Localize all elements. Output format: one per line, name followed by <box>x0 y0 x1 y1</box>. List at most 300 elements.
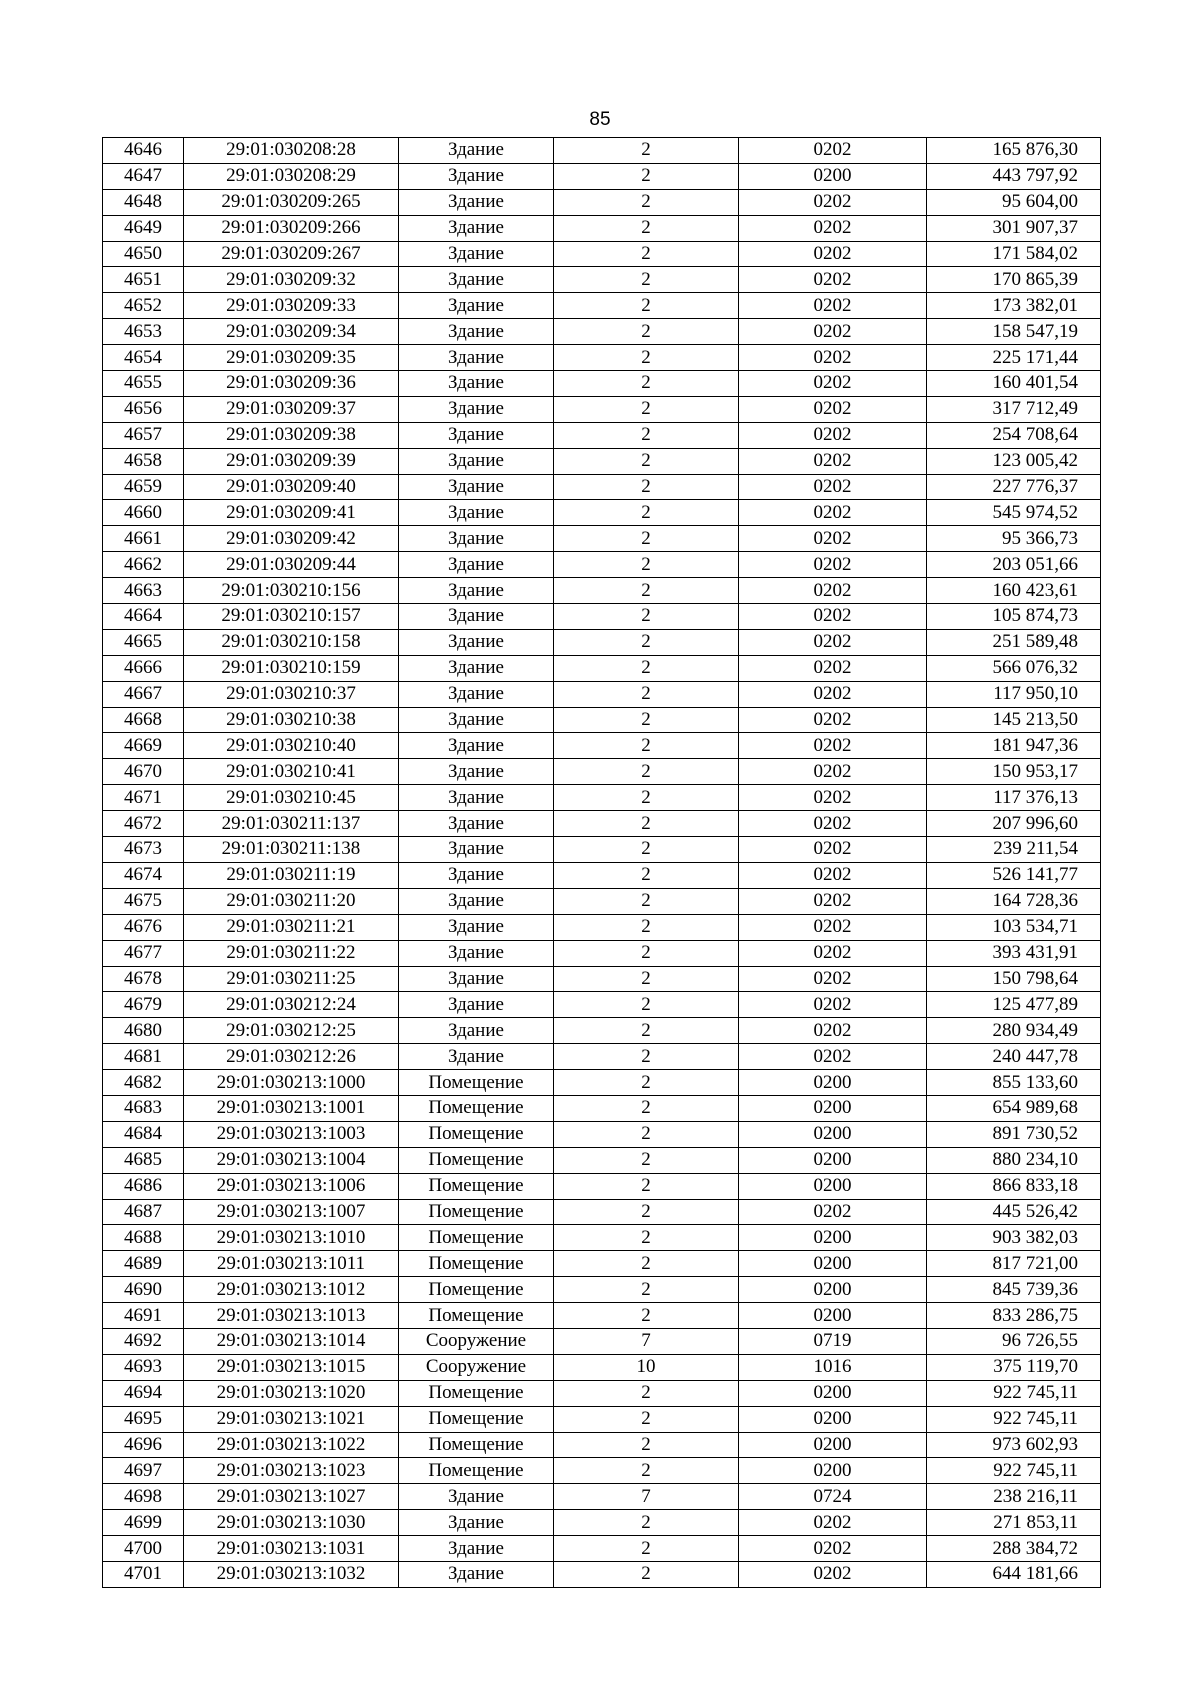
cadastral-value-cell: 445 526,42 <box>927 1199 1101 1225</box>
cadastral-value-cell: 145 213,50 <box>927 707 1101 733</box>
table-row <box>103 1458 1101 1484</box>
cadastral-number-cell: 29:01:030213:1006 <box>184 1173 399 1199</box>
cadastral-number-cell: 29:01:030209:37 <box>184 396 399 422</box>
cadastral-number-cell: 29:01:030212:25 <box>184 1018 399 1044</box>
cadastral-value-cell: 922 745,11 <box>927 1406 1101 1432</box>
group-cell: 2 <box>554 992 739 1018</box>
row-number-cell: 4676 <box>103 914 184 940</box>
object-type-cell: Здание <box>399 1510 554 1536</box>
cadastral-value-cell: 545 974,52 <box>927 500 1101 526</box>
table-row <box>103 888 1101 914</box>
group-cell: 2 <box>554 862 739 888</box>
group-cell: 2 <box>554 785 739 811</box>
row-number-cell: 4692 <box>103 1328 184 1354</box>
group-cell: 2 <box>554 215 739 241</box>
cadastral-value-cell: 105 874,73 <box>927 604 1101 630</box>
object-type-cell: Здание <box>399 1561 554 1587</box>
cadastral-value-cell: 288 384,72 <box>927 1536 1101 1562</box>
subgroup-code-cell: 0200 <box>739 1095 927 1121</box>
group-cell: 2 <box>554 422 739 448</box>
group-cell: 7 <box>554 1484 739 1510</box>
object-type-cell: Помещение <box>399 1225 554 1251</box>
subgroup-code-cell: 0202 <box>739 396 927 422</box>
row-number-cell: 4653 <box>103 319 184 345</box>
subgroup-code-cell: 0200 <box>739 1173 927 1199</box>
cadastral-number-cell: 29:01:030209:33 <box>184 293 399 319</box>
table-row <box>103 992 1101 1018</box>
cadastral-value-cell: 817 721,00 <box>927 1251 1101 1277</box>
cadastral-number-cell: 29:01:030209:32 <box>184 267 399 293</box>
cadastral-value-cell: 227 776,37 <box>927 474 1101 500</box>
row-number-cell: 4685 <box>103 1147 184 1173</box>
cadastral-number-cell: 29:01:030211:21 <box>184 914 399 940</box>
table-row <box>103 811 1101 837</box>
cadastral-number-cell: 29:01:030211:25 <box>184 966 399 992</box>
row-number-cell: 4664 <box>103 604 184 630</box>
cadastral-value-cell: 903 382,03 <box>927 1225 1101 1251</box>
subgroup-code-cell: 0724 <box>739 1484 927 1510</box>
cadastral-value-cell: 173 382,01 <box>927 293 1101 319</box>
object-type-cell: Здание <box>399 1044 554 1070</box>
object-type-cell: Здание <box>399 396 554 422</box>
row-number-cell: 4675 <box>103 888 184 914</box>
table-row <box>103 552 1101 578</box>
table-row <box>103 707 1101 733</box>
subgroup-code-cell: 0202 <box>739 862 927 888</box>
subgroup-code-cell: 0202 <box>739 241 927 267</box>
cadastral-number-cell: 29:01:030209:38 <box>184 422 399 448</box>
row-number-cell: 4651 <box>103 267 184 293</box>
table-row <box>103 474 1101 500</box>
cadastral-value-cell: 891 730,52 <box>927 1121 1101 1147</box>
row-number-cell: 4671 <box>103 785 184 811</box>
group-cell: 2 <box>554 759 739 785</box>
group-cell: 2 <box>554 1070 739 1096</box>
cadastral-value-cell: 922 745,11 <box>927 1380 1101 1406</box>
cadastral-value-cell: 317 712,49 <box>927 396 1101 422</box>
cadastral-number-cell: 29:01:030213:1013 <box>184 1303 399 1329</box>
cadastral-number-cell: 29:01:030211:19 <box>184 862 399 888</box>
subgroup-code-cell: 0202 <box>739 138 927 164</box>
group-cell: 2 <box>554 1277 739 1303</box>
cadastral-value-cell: 271 853,11 <box>927 1510 1101 1536</box>
cadastral-number-cell: 29:01:030212:24 <box>184 992 399 1018</box>
table-row <box>103 138 1101 164</box>
object-type-cell: Помещение <box>399 1406 554 1432</box>
group-cell: 2 <box>554 1173 739 1199</box>
subgroup-code-cell: 0202 <box>739 655 927 681</box>
cadastral-value-cell: 165 876,30 <box>927 138 1101 164</box>
row-number-cell: 4649 <box>103 215 184 241</box>
subgroup-code-cell: 0200 <box>739 1406 927 1432</box>
cadastral-number-cell: 29:01:030212:26 <box>184 1044 399 1070</box>
cadastral-value-cell: 654 989,68 <box>927 1095 1101 1121</box>
object-type-cell: Здание <box>399 448 554 474</box>
subgroup-code-cell: 0202 <box>739 1199 927 1225</box>
row-number-cell: 4696 <box>103 1432 184 1458</box>
table-row <box>103 526 1101 552</box>
subgroup-code-cell: 0200 <box>739 163 927 189</box>
table-row <box>103 500 1101 526</box>
object-type-cell: Здание <box>399 992 554 1018</box>
cadastral-value-cell: 375 119,70 <box>927 1354 1101 1380</box>
group-cell: 2 <box>554 526 739 552</box>
cadastral-value-cell: 95 604,00 <box>927 189 1101 215</box>
group-cell: 2 <box>554 448 739 474</box>
cadastral-number-cell: 29:01:030209:44 <box>184 552 399 578</box>
subgroup-code-cell: 0202 <box>739 1536 927 1562</box>
subgroup-code-cell: 0200 <box>739 1458 927 1484</box>
table-row <box>103 1121 1101 1147</box>
row-number-cell: 4688 <box>103 1225 184 1251</box>
object-type-cell: Помещение <box>399 1251 554 1277</box>
cadastral-value-cell: 240 447,78 <box>927 1044 1101 1070</box>
table-row <box>103 163 1101 189</box>
table-row <box>103 215 1101 241</box>
cadastral-number-cell: 29:01:030209:41 <box>184 500 399 526</box>
group-cell: 2 <box>554 811 739 837</box>
table-row <box>103 1328 1101 1354</box>
cadastral-number-cell: 29:01:030213:1023 <box>184 1458 399 1484</box>
cadastral-number-cell: 29:01:030213:1011 <box>184 1251 399 1277</box>
row-number-cell: 4677 <box>103 940 184 966</box>
object-type-cell: Здание <box>399 837 554 863</box>
table-row <box>103 396 1101 422</box>
row-number-cell: 4669 <box>103 733 184 759</box>
cadastral-value-cell: 123 005,42 <box>927 448 1101 474</box>
row-number-cell: 4654 <box>103 345 184 371</box>
group-cell: 2 <box>554 733 739 759</box>
cadastral-value-cell: 160 423,61 <box>927 578 1101 604</box>
object-type-cell: Здание <box>399 552 554 578</box>
cadastral-value-cell: 251 589,48 <box>927 629 1101 655</box>
object-type-cell: Здание <box>399 319 554 345</box>
cadastral-value-cell: 644 181,66 <box>927 1561 1101 1587</box>
row-number-cell: 4683 <box>103 1095 184 1121</box>
cadastral-value-cell: 225 171,44 <box>927 345 1101 371</box>
subgroup-code-cell: 0202 <box>739 707 927 733</box>
cadastral-value-cell: 125 477,89 <box>927 992 1101 1018</box>
row-number-cell: 4698 <box>103 1484 184 1510</box>
row-number-cell: 4674 <box>103 862 184 888</box>
object-type-cell: Здание <box>399 914 554 940</box>
row-number-cell: 4690 <box>103 1277 184 1303</box>
subgroup-code-cell: 0202 <box>739 785 927 811</box>
cadastral-number-cell: 29:01:030210:159 <box>184 655 399 681</box>
group-cell: 2 <box>554 940 739 966</box>
object-type-cell: Помещение <box>399 1070 554 1096</box>
cadastral-value-cell: 526 141,77 <box>927 862 1101 888</box>
cadastral-value-cell: 95 366,73 <box>927 526 1101 552</box>
table-row <box>103 345 1101 371</box>
registry-table-body <box>103 138 1101 1588</box>
table-row <box>103 1406 1101 1432</box>
group-cell: 2 <box>554 1536 739 1562</box>
group-cell: 2 <box>554 1199 739 1225</box>
subgroup-code-cell: 0202 <box>739 422 927 448</box>
group-cell: 2 <box>554 241 739 267</box>
row-number-cell: 4658 <box>103 448 184 474</box>
cadastral-number-cell: 29:01:030209:35 <box>184 345 399 371</box>
subgroup-code-cell: 0202 <box>739 189 927 215</box>
cadastral-value-cell: 150 953,17 <box>927 759 1101 785</box>
subgroup-code-cell: 0202 <box>739 1044 927 1070</box>
row-number-cell: 4661 <box>103 526 184 552</box>
group-cell: 2 <box>554 1147 739 1173</box>
row-number-cell: 4682 <box>103 1070 184 1096</box>
subgroup-code-cell: 0202 <box>739 345 927 371</box>
object-type-cell: Здание <box>399 862 554 888</box>
cadastral-number-cell: 29:01:030210:37 <box>184 681 399 707</box>
cadastral-number-cell: 29:01:030213:1021 <box>184 1406 399 1432</box>
row-number-cell: 4678 <box>103 966 184 992</box>
object-type-cell: Помещение <box>399 1432 554 1458</box>
table-row <box>103 733 1101 759</box>
row-number-cell: 4668 <box>103 707 184 733</box>
cadastral-number-cell: 29:01:030213:1012 <box>184 1277 399 1303</box>
cadastral-value-cell: 301 907,37 <box>927 215 1101 241</box>
object-type-cell: Здание <box>399 733 554 759</box>
row-number-cell: 4667 <box>103 681 184 707</box>
row-number-cell: 4662 <box>103 552 184 578</box>
cadastral-number-cell: 29:01:030213:1027 <box>184 1484 399 1510</box>
cadastral-number-cell: 29:01:030210:40 <box>184 733 399 759</box>
page-number: 85 <box>589 109 611 130</box>
row-number-cell: 4673 <box>103 837 184 863</box>
row-number-cell: 4652 <box>103 293 184 319</box>
cadastral-number-cell: 29:01:030213:1004 <box>184 1147 399 1173</box>
subgroup-code-cell: 0200 <box>739 1277 927 1303</box>
cadastral-number-cell: 29:01:030210:41 <box>184 759 399 785</box>
table-row <box>103 1561 1101 1587</box>
cadastral-value-cell: 866 833,18 <box>927 1173 1101 1199</box>
table-row <box>103 785 1101 811</box>
group-cell: 2 <box>554 681 739 707</box>
subgroup-code-cell: 0202 <box>739 578 927 604</box>
object-type-cell: Помещение <box>399 1121 554 1147</box>
row-number-cell: 4701 <box>103 1561 184 1587</box>
subgroup-code-cell: 1016 <box>739 1354 927 1380</box>
subgroup-code-cell: 0202 <box>739 474 927 500</box>
registry-table <box>102 137 1101 1588</box>
group-cell: 2 <box>554 914 739 940</box>
group-cell: 2 <box>554 267 739 293</box>
object-type-cell: Здание <box>399 1018 554 1044</box>
object-type-cell: Здание <box>399 293 554 319</box>
table-row <box>103 655 1101 681</box>
group-cell: 2 <box>554 138 739 164</box>
group-cell: 2 <box>554 1225 739 1251</box>
table-row <box>103 1147 1101 1173</box>
row-number-cell: 4686 <box>103 1173 184 1199</box>
group-cell: 2 <box>554 1303 739 1329</box>
subgroup-code-cell: 0202 <box>739 604 927 630</box>
cadastral-number-cell: 29:01:030213:1020 <box>184 1380 399 1406</box>
cadastral-value-cell: 203 051,66 <box>927 552 1101 578</box>
table-row <box>103 862 1101 888</box>
table-row <box>103 759 1101 785</box>
group-cell: 2 <box>554 1018 739 1044</box>
subgroup-code-cell: 0200 <box>739 1225 927 1251</box>
cadastral-value-cell: 181 947,36 <box>927 733 1101 759</box>
cadastral-number-cell: 29:01:030213:1015 <box>184 1354 399 1380</box>
table-row <box>103 267 1101 293</box>
cadastral-number-cell: 29:01:030213:1003 <box>184 1121 399 1147</box>
group-cell: 2 <box>554 837 739 863</box>
cadastral-number-cell: 29:01:030209:265 <box>184 189 399 215</box>
object-type-cell: Помещение <box>399 1303 554 1329</box>
subgroup-code-cell: 0202 <box>739 552 927 578</box>
subgroup-code-cell: 0202 <box>739 293 927 319</box>
row-number-cell: 4656 <box>103 396 184 422</box>
cadastral-number-cell: 29:01:030213:1007 <box>184 1199 399 1225</box>
subgroup-code-cell: 0202 <box>739 966 927 992</box>
cadastral-value-cell: 160 401,54 <box>927 371 1101 397</box>
cadastral-number-cell: 29:01:030209:39 <box>184 448 399 474</box>
subgroup-code-cell: 0202 <box>739 629 927 655</box>
row-number-cell: 4670 <box>103 759 184 785</box>
group-cell: 2 <box>554 1121 739 1147</box>
table-row <box>103 371 1101 397</box>
subgroup-code-cell: 0200 <box>739 1380 927 1406</box>
row-number-cell: 4647 <box>103 163 184 189</box>
table-row <box>103 1095 1101 1121</box>
cadastral-number-cell: 29:01:030209:36 <box>184 371 399 397</box>
object-type-cell: Помещение <box>399 1277 554 1303</box>
group-cell: 2 <box>554 1044 739 1070</box>
subgroup-code-cell: 0202 <box>739 500 927 526</box>
group-cell: 2 <box>554 500 739 526</box>
object-type-cell: Здание <box>399 759 554 785</box>
cadastral-number-cell: 29:01:030213:1014 <box>184 1328 399 1354</box>
object-type-cell: Здание <box>399 707 554 733</box>
object-type-cell: Помещение <box>399 1380 554 1406</box>
cadastral-number-cell: 29:01:030210:45 <box>184 785 399 811</box>
cadastral-number-cell: 29:01:030211:22 <box>184 940 399 966</box>
object-type-cell: Здание <box>399 241 554 267</box>
object-type-cell: Здание <box>399 163 554 189</box>
cadastral-value-cell: 922 745,11 <box>927 1458 1101 1484</box>
object-type-cell: Здание <box>399 345 554 371</box>
subgroup-code-cell: 0202 <box>739 811 927 837</box>
object-type-cell: Здание <box>399 500 554 526</box>
cadastral-value-cell: 443 797,92 <box>927 163 1101 189</box>
object-type-cell: Здание <box>399 966 554 992</box>
subgroup-code-cell: 0200 <box>739 1070 927 1096</box>
table-row <box>103 1225 1101 1251</box>
object-type-cell: Здание <box>399 371 554 397</box>
table-row <box>103 1484 1101 1510</box>
cadastral-number-cell: 29:01:030213:1001 <box>184 1095 399 1121</box>
group-cell: 2 <box>554 655 739 681</box>
group-cell: 2 <box>554 578 739 604</box>
cadastral-number-cell: 29:01:030213:1022 <box>184 1432 399 1458</box>
group-cell: 2 <box>554 396 739 422</box>
cadastral-number-cell: 29:01:030209:40 <box>184 474 399 500</box>
row-number-cell: 4679 <box>103 992 184 1018</box>
subgroup-code-cell: 0202 <box>739 319 927 345</box>
object-type-cell: Здание <box>399 526 554 552</box>
table-row <box>103 1070 1101 1096</box>
subgroup-code-cell: 0202 <box>739 914 927 940</box>
row-number-cell: 4648 <box>103 189 184 215</box>
cadastral-number-cell: 29:01:030210:157 <box>184 604 399 630</box>
subgroup-code-cell: 0719 <box>739 1328 927 1354</box>
table-row <box>103 681 1101 707</box>
object-type-cell: Здание <box>399 681 554 707</box>
cadastral-number-cell: 29:01:030209:34 <box>184 319 399 345</box>
group-cell: 2 <box>554 345 739 371</box>
table-row <box>103 1044 1101 1070</box>
object-type-cell: Здание <box>399 655 554 681</box>
cadastral-number-cell: 29:01:030213:1031 <box>184 1536 399 1562</box>
group-cell: 2 <box>554 319 739 345</box>
table-row <box>103 241 1101 267</box>
cadastral-value-cell: 880 234,10 <box>927 1147 1101 1173</box>
cadastral-number-cell: 29:01:030210:38 <box>184 707 399 733</box>
row-number-cell: 4657 <box>103 422 184 448</box>
row-number-cell: 4680 <box>103 1018 184 1044</box>
group-cell: 2 <box>554 1561 739 1587</box>
object-type-cell: Здание <box>399 422 554 448</box>
table-row <box>103 189 1101 215</box>
table-row <box>103 293 1101 319</box>
subgroup-code-cell: 0200 <box>739 1121 927 1147</box>
subgroup-code-cell: 0202 <box>739 992 927 1018</box>
table-row <box>103 1510 1101 1536</box>
table-row <box>103 629 1101 655</box>
table-row <box>103 604 1101 630</box>
cadastral-number-cell: 29:01:030211:137 <box>184 811 399 837</box>
cadastral-number-cell: 29:01:030209:267 <box>184 241 399 267</box>
object-type-cell: Здание <box>399 888 554 914</box>
cadastral-value-cell: 280 934,49 <box>927 1018 1101 1044</box>
cadastral-value-cell: 150 798,64 <box>927 966 1101 992</box>
subgroup-code-cell: 0202 <box>739 1018 927 1044</box>
cadastral-value-cell: 393 431,91 <box>927 940 1101 966</box>
cadastral-value-cell: 855 133,60 <box>927 1070 1101 1096</box>
cadastral-value-cell: 207 996,60 <box>927 811 1101 837</box>
cadastral-value-cell: 117 950,10 <box>927 681 1101 707</box>
table-row <box>103 1199 1101 1225</box>
row-number-cell: 4684 <box>103 1121 184 1147</box>
group-cell: 2 <box>554 552 739 578</box>
cadastral-number-cell: 29:01:030210:158 <box>184 629 399 655</box>
group-cell: 10 <box>554 1354 739 1380</box>
object-type-cell: Здание <box>399 785 554 811</box>
subgroup-code-cell: 0202 <box>739 837 927 863</box>
table-row <box>103 1354 1101 1380</box>
object-type-cell: Сооружение <box>399 1328 554 1354</box>
table-row <box>103 966 1101 992</box>
cadastral-number-cell: 29:01:030208:28 <box>184 138 399 164</box>
group-cell: 2 <box>554 629 739 655</box>
group-cell: 2 <box>554 1406 739 1432</box>
object-type-cell: Здание <box>399 629 554 655</box>
table-row <box>103 914 1101 940</box>
cadastral-value-cell: 103 534,71 <box>927 914 1101 940</box>
cadastral-value-cell: 171 584,02 <box>927 241 1101 267</box>
group-cell: 2 <box>554 1095 739 1121</box>
table-row <box>103 1432 1101 1458</box>
cadastral-number-cell: 29:01:030211:138 <box>184 837 399 863</box>
table-row <box>103 1277 1101 1303</box>
row-number-cell: 4665 <box>103 629 184 655</box>
cadastral-value-cell: 833 286,75 <box>927 1303 1101 1329</box>
group-cell: 2 <box>554 1251 739 1277</box>
table-row <box>103 1303 1101 1329</box>
group-cell: 2 <box>554 1458 739 1484</box>
